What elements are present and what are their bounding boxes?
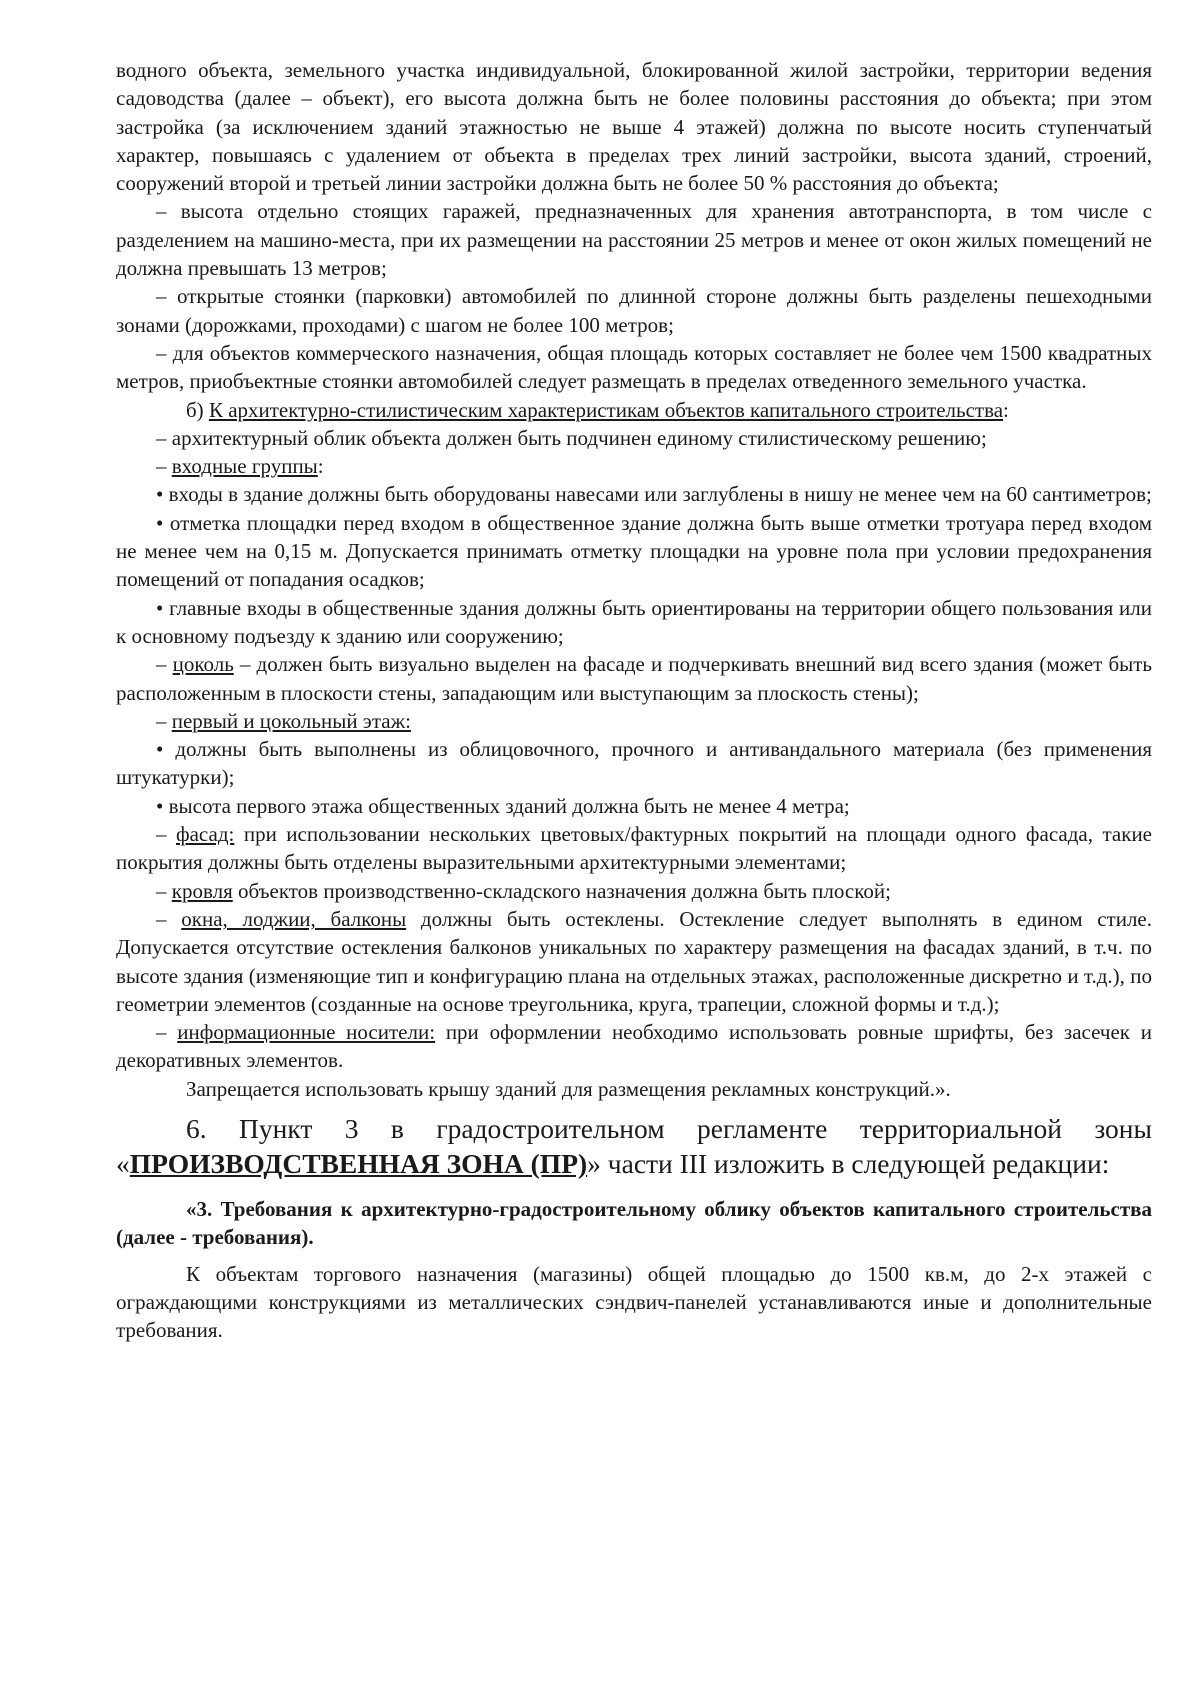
paragraph-commercial: – для объектов коммерческого назначения, общая площадь которых составляет не более чем 1500 квадратных метров, приобъектные стоянки автомобилей следует размещать в пределах отведенного земельного участка. [116,340,1152,394]
paragraph-style-unity: – архитектурный облик объекта должен быть подчинен единому стилистическому решению; [156,425,987,450]
bullet-entrances: • входы в здание должны быть оборудованы навесами или заглублены в нишу не менее чем на 60 сантиметров; [156,482,1152,507]
bullet-main-entrances: • главные входы в общественные здания должны быть ориентированы на территории общего пользования или к основному подъезду к зданию или сооружению; [116,595,1152,648]
paragraph-plinth: – цоколь – должен быть визуально выделен на фасаде и подчеркивать внешний вид всего здания (может быть расположенным в плоскости стены, западающим или выступающим за плоскость стены); [116,652,1152,705]
underlined-term: фасад: [176,822,235,847]
underlined-term: окна, лоджии, балконы [181,906,407,931]
paragraph-windows: – окна, лоджии, балконы должны быть остеклены. Остекление следует выполнять в едином стиле. Допускается отсутствие остекления балконов уникальных по характеру размещения на фасадах зданий, в т.ч. по высоте здания (изменяющие тип и конфигурацию плана на отдельных этажах, расположенные дискретно и т.д.), по геометрии элементов (созданные на основе треугольника, круга, трапеции, сложной формы и т.д.); [116,906,1153,1016]
paragraph-first-floor: – первый и цокольный этаж: [156,708,411,733]
section-heading: «3. Требования к архитектурно-градостроительному облику объектов капитального строительства (далее - требования). [116,1196,1152,1250]
paragraph-parking: – открытые стоянки (парковки) автомобилей по длинной стороне должны быть разделены пешеходными зонами (дорожками, проходами) с шагом не более 100 метров; [116,284,1152,337]
paragraph-facade: – фасад: при использовании нескольких цветовых/фактурных покрытий на площади одного фасада, такие покрытия должны быть отделены выразительными архитектурными элементами; [116,822,1153,875]
paragraph-point-6: 6. Пункт 3 в градостроительном регламенте территориальной зоны «ПРОИЗВОДСТВЕННАЯ ЗОНА (ПР)» части III изложить в следующей редакции: [116,1112,1152,1179]
paragraph-info-carriers: – информационные носители: при оформлении необходимо использовать ровные шрифты, без засечек и декоративных элементов. [116,1020,1152,1073]
underlined-term: цоколь [172,652,234,677]
paragraph-garages: – высота отдельно стоящих гаражей, предназначенных для хранения автотранспорта, в том числе с разделением на машино-места, при их размещении на расстоянии 25 метров и менее от окон жилых помещений не должна превышать 13 метров; [116,199,1152,281]
paragraph-entry-groups: – входные группы: [156,454,324,479]
bullet-platform-level: • отметка площадки перед входом в общественное здание должна быть выше отметки тротуара перед входом не менее чем на 0,15 м. Допускается принимать отметку площадки на уровне пола при условии предохранения помещений от попадания осадков; [116,510,1152,592]
paragraph-object-height: водного объекта, земельного участка индивидуальной, блокированной жилой застройки, территории ведения садоводства (далее – объект), его высота должна быть не более половины расстояния до объекта; при этом застройка (за исключением зданий этажностью не выше 4 этажей) должна по высоте носить ступенчатый характер, повышаясь с удалением от объекта в пределах трех линий застройки, высота зданий, строений, сооружений второй и третьей линии застройки должна быть не более 50 % расстояния до объекта; [116,58,1152,196]
paragraph-architectural-header: б) К архитектурно-стилистическим характеристикам объектов капитального строительства: [186,397,1009,422]
bullet-floor-height: • высота первого этажа общественных зданий должна быть не менее 4 метра; [156,793,850,818]
zone-name: ПРОИЗВОДСТВЕННАЯ ЗОНА (ПР) [129,1147,588,1179]
underlined-term: первый и цокольный этаж: [171,708,411,733]
bullet-cladding: • должны быть выполнены из облицовочного, прочного и антивандального материала (без применения штукатурки); [116,737,1152,790]
document-page [116,56,1152,1344]
underlined-term: информационные носители: [177,1020,436,1045]
underlined-term: входные группы [171,454,318,479]
paragraph-trade-objects: К объектам торгового назначения (магазины) общей площадью до 1500 кв.м, до 2-х этажей с ограждающими конструкциями из металлических сэндвич-панелей устанавливаются иные и дополнительные требования. [116,1261,1152,1343]
paragraph-roof: – кровля объектов производственно-складского назначения должна быть плоской; [156,878,891,903]
paragraph-roof-ads: Запрещается использовать крышу зданий для размещения рекламных конструкций.». [186,1076,951,1101]
underlined-heading: К архитектурно-стилистическим характеристикам объектов капитального строительства [208,397,1004,422]
underlined-term: кровля [171,878,233,903]
